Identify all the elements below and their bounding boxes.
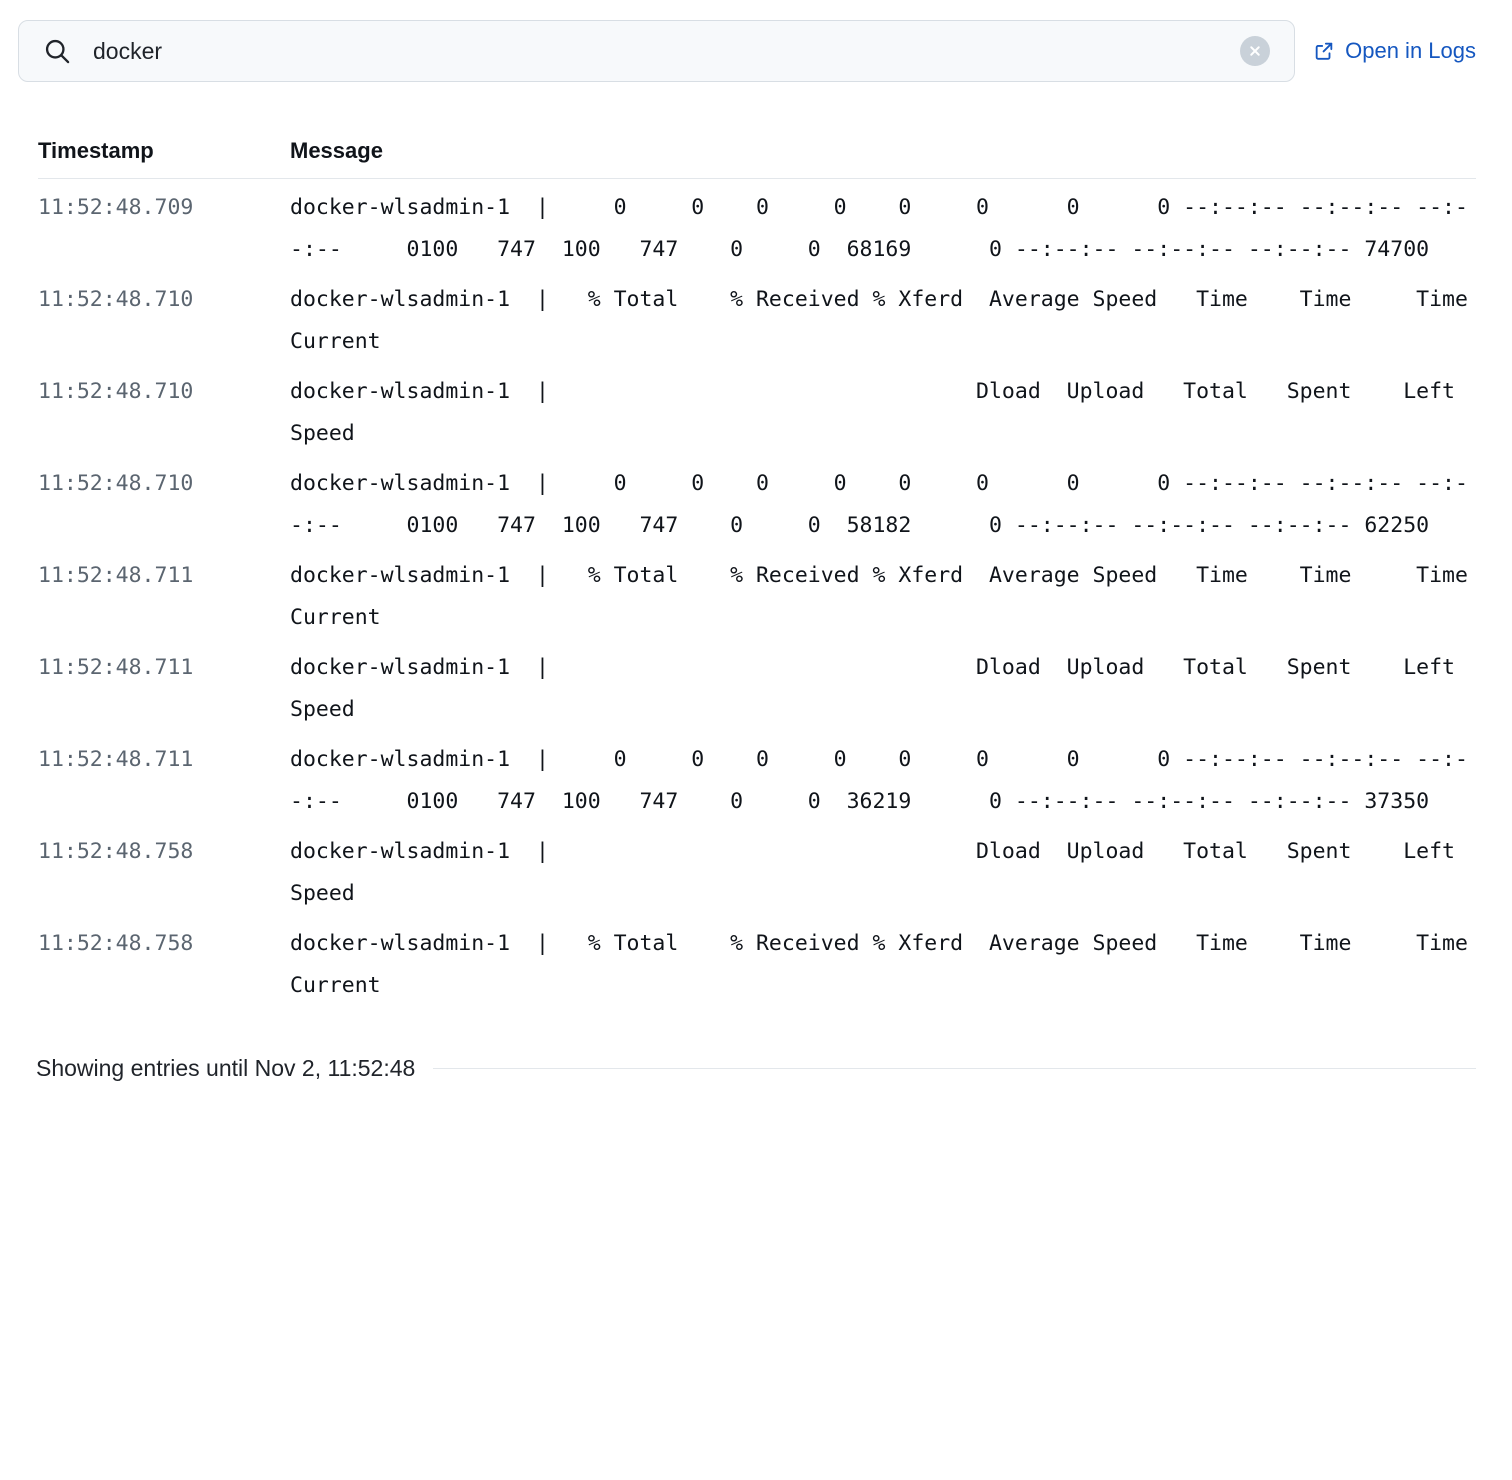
table-row[interactable] (38, 643, 1481, 735)
row-timestamp: 11:52:48.758 (38, 839, 194, 864)
showing-entries-label: Showing entries until Nov 2, 11:52:48 (36, 1055, 416, 1081)
row-timestamp: 11:52:48.711 (38, 563, 194, 588)
search-icon (43, 37, 71, 65)
table-row[interactable] (38, 827, 1481, 919)
row-timestamp: 11:52:48.758 (38, 931, 194, 956)
table-row[interactable] (38, 275, 1494, 367)
table-row[interactable] (38, 919, 1494, 1011)
row-message: docker-wlsadmin-1 | % Total % Received % Xferd Average Speed Time Time Time Current (290, 931, 1494, 998)
clear-search-icon[interactable] (1240, 36, 1270, 66)
table-row[interactable] (38, 183, 1476, 275)
column-header-message: Message (290, 138, 383, 163)
row-timestamp: 11:52:48.710 (38, 287, 194, 312)
row-timestamp: 11:52:48.710 (38, 379, 194, 404)
open-in-logs-label: Open in Logs (1345, 38, 1476, 63)
open-in-logs-link[interactable] (1313, 38, 1476, 64)
row-message: docker-wlsadmin-1 | % Total % Received % Xferd Average Speed Time Time Time Current (290, 287, 1494, 354)
search-input[interactable] (93, 38, 1240, 65)
row-message: docker-wlsadmin-1 | Dload Upload Total Spent Left Speed (290, 655, 1481, 722)
external-link-icon (1313, 40, 1335, 62)
row-message: docker-wlsadmin-1 | 0 0 0 0 0 0 0 0 --:--:-- --:--:-- --:--:-- 0100 747 100 747 0 0 68169 0 --:--:-- --:--:-- --:--:-- 74700 (290, 195, 1468, 262)
table-row[interactable] (38, 735, 1476, 827)
table-row[interactable] (38, 367, 1481, 459)
footer-divider (433, 1068, 1476, 1069)
table-row[interactable] (38, 551, 1494, 643)
row-message: docker-wlsadmin-1 | Dload Upload Total Spent Left Speed (290, 379, 1481, 446)
row-timestamp: 11:52:48.711 (38, 747, 194, 772)
search-box[interactable] (18, 20, 1295, 82)
row-timestamp: 11:52:48.710 (38, 471, 194, 496)
footer (0, 1011, 1512, 1082)
table-row[interactable] (38, 459, 1476, 551)
table-header (38, 138, 1476, 179)
row-message: docker-wlsadmin-1 | Dload Upload Total Spent Left Speed (290, 839, 1481, 906)
row-message: docker-wlsadmin-1 | % Total % Received % Xferd Average Speed Time Time Time Current (290, 563, 1494, 630)
row-timestamp: 11:52:48.711 (38, 655, 194, 680)
table-body (38, 179, 1494, 1011)
row-message: docker-wlsadmin-1 | 0 0 0 0 0 0 0 0 --:--:-- --:--:-- --:--:-- 0100 747 100 747 0 0 36219 0 --:--:-- --:--:-- --:--:-- 37350 (290, 747, 1468, 814)
row-timestamp: 11:52:48.709 (38, 195, 194, 220)
search-row (0, 0, 1512, 82)
column-header-timestamp: Timestamp (38, 138, 154, 163)
row-message: docker-wlsadmin-1 | 0 0 0 0 0 0 0 0 --:--:-- --:--:-- --:--:-- 0100 747 100 747 0 0 58182 0 --:--:-- --:--:-- --:--:-- 62250 (290, 471, 1468, 538)
log-table (0, 138, 1512, 1011)
